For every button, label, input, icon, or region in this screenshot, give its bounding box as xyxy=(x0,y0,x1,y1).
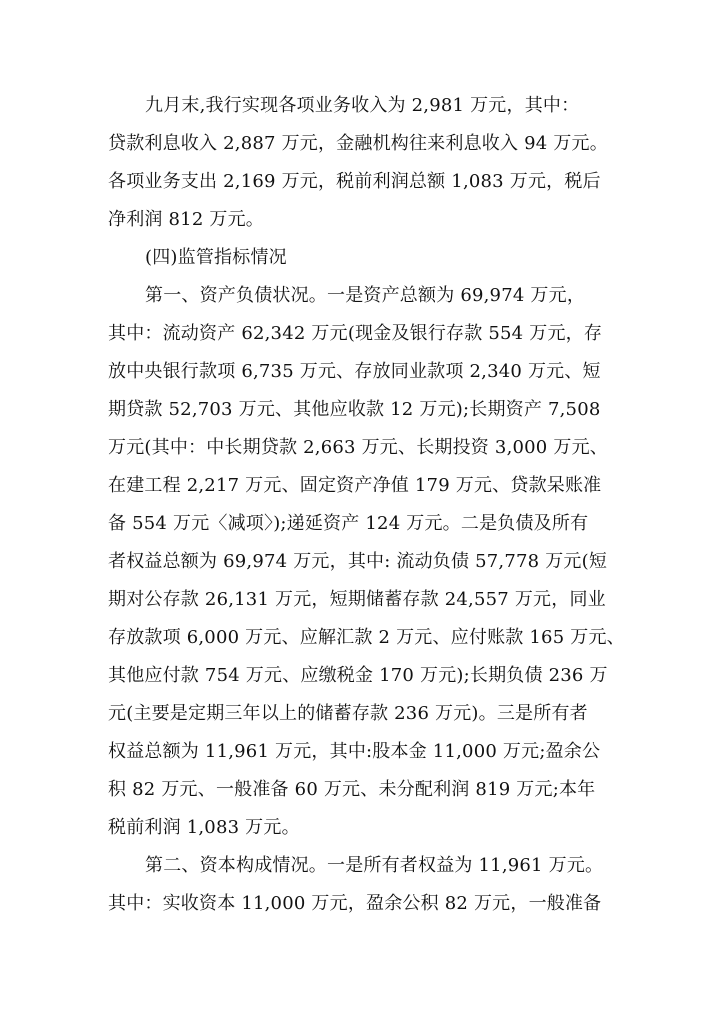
paragraph-line: 万元(其中：中长期贷款 2,663 万元、长期投资 3,000 万元、 xyxy=(108,437,608,458)
paragraph-line: 净利润 812 万元。 xyxy=(108,209,264,230)
paragraph-line: 各项业务支出 2,169 万元，税前利润总额 1,083 万元，税后 xyxy=(108,171,601,192)
paragraph-line: 积 82 万元、一般准备 60 万元、未分配利润 819 万元;本年 xyxy=(108,779,596,800)
paragraph-line: 权益总额为 11,961 万元，其中:股本金 11,000 万元;盈余公 xyxy=(108,741,601,762)
paragraph-line: 其中：实收资本 11,000 万元，盈余公积 82 万元，一般准备 xyxy=(108,893,602,914)
paragraph-line: 在建工程 2,217 万元、固定资产净值 179 万元、贷款呆账准 xyxy=(108,475,602,496)
paragraph-line: 贷款利息收入 2,887 万元，金融机构往来利息收入 94 万元。 xyxy=(108,133,608,154)
paragraph-line: 备 554 万元〈减项〉);递延资产 124 万元。二是负债及所有 xyxy=(108,513,589,534)
section-heading: (四)监管指标情况 xyxy=(145,247,287,268)
paragraph-line: 者权益总额为 69,974 万元，其中: 流动负债 57,778 万元(短 xyxy=(108,551,608,572)
paragraph-line: 期贷款 52,703 万元、其他应收款 12 万元);长期资产 7,508 xyxy=(108,399,601,420)
paragraph-line: 放中央银行款项 6,735 万元、存放同业款项 2,340 万元、短 xyxy=(108,361,601,382)
paragraph-line: 其他应付款 754 万元、应缴税金 170 万元);长期负债 236 万 xyxy=(108,665,608,686)
paragraph-line: 税前利润 1,083 万元。 xyxy=(108,817,300,838)
paragraph-line: 第二、资本构成情况。一是所有者权益为 11,961 万元。 xyxy=(145,855,604,876)
paragraph-line: 其中：流动资产 62,342 万元(现金及银行存款 554 万元，存 xyxy=(108,323,603,344)
paragraph-line: 元(主要是定期三年以上的储蓄存款 236 万元)。三是所有者 xyxy=(108,703,588,724)
paragraph-line: 期对公存款 26,131 万元，短期储蓄存款 24,557 万元，同业 xyxy=(108,589,606,610)
paragraph-line: 第一、资产负债状况。一是资产总额为 69,974 万元， xyxy=(145,285,586,306)
paragraph-line: 九月末,我行实现各项业务收入为 2,981 万元，其中： xyxy=(145,95,580,116)
paragraph-line: 存放款项 6,000 万元、应解汇款 2 万元、应付账款 165 万元、 xyxy=(108,627,625,648)
